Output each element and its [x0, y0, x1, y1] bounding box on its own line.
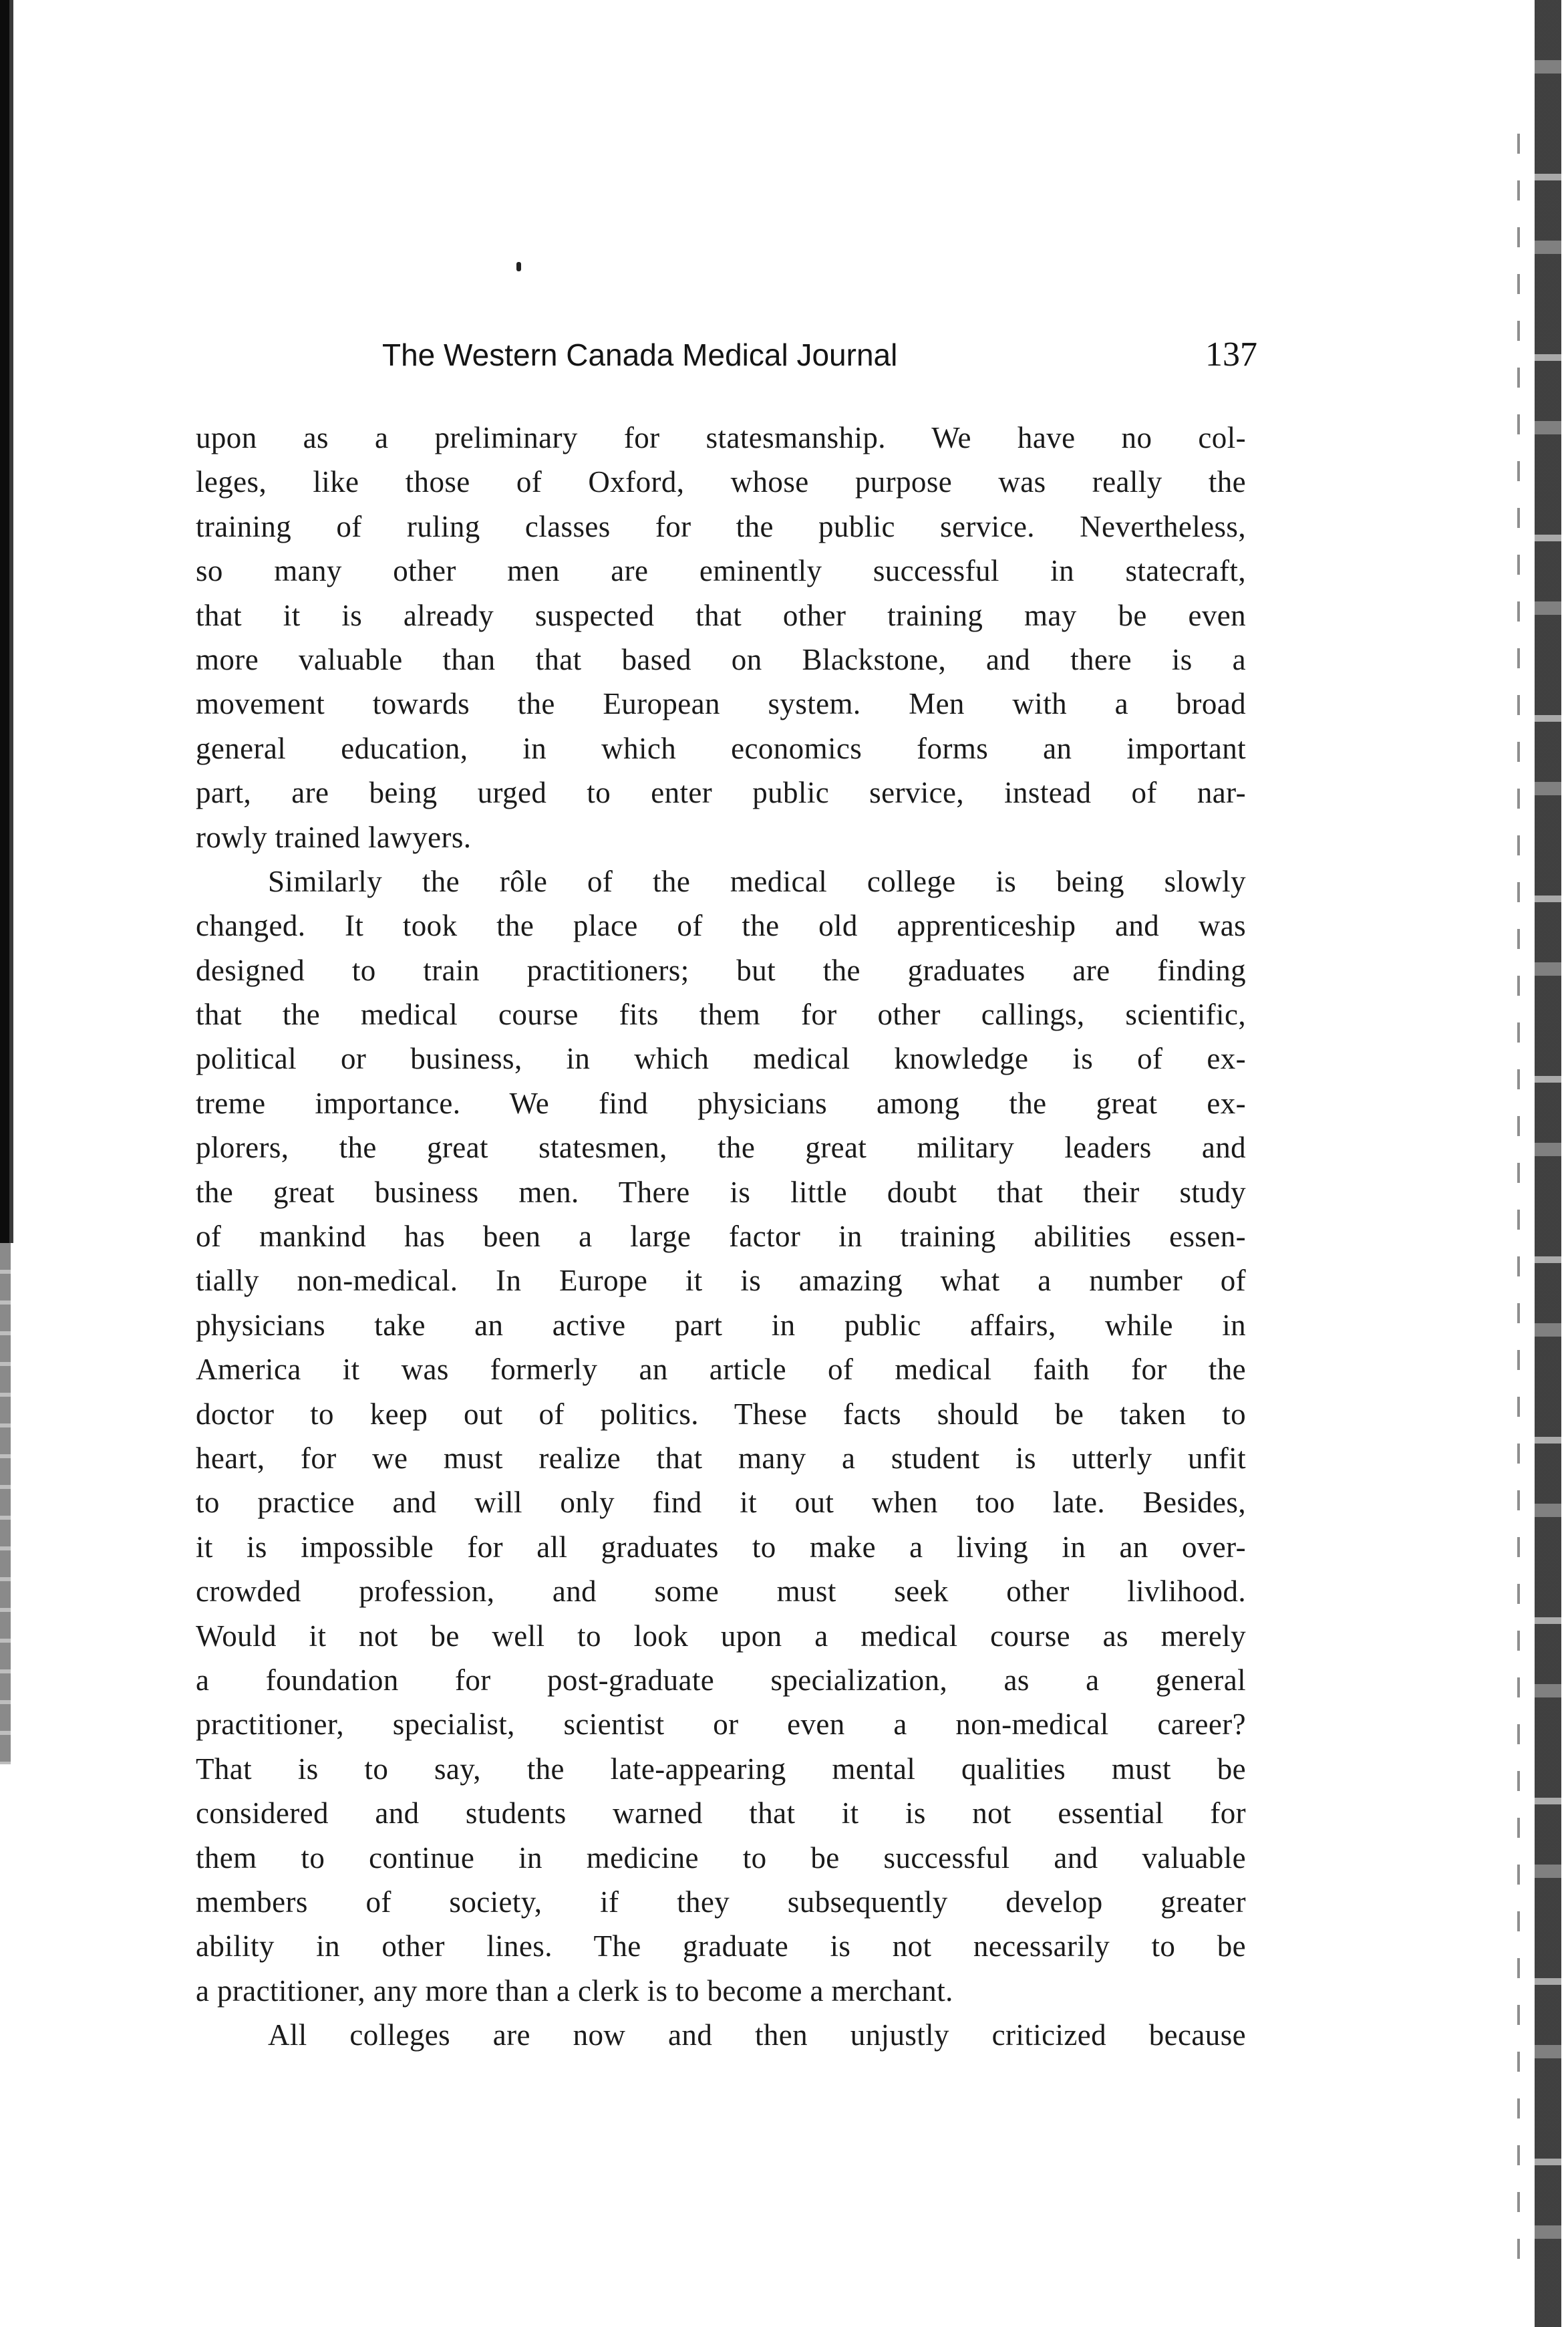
scan-speck: [516, 262, 521, 271]
text-line: practitioner, specialist, scientist or even a non-medical career?: [196, 1707, 1246, 1742]
text-line: movement towards the European system. Men with a broad: [196, 687, 1246, 721]
text-line: That is to say, the late-appearing mental qualities must be: [196, 1752, 1246, 1786]
text-line: considered and students warned that it is not essential for: [196, 1796, 1246, 1830]
text-line: leges, like those of Oxford, whose purpose was really the: [196, 465, 1246, 499]
text-line: so many other men are eminently successful in statecraft,: [196, 554, 1246, 588]
scan-page-edge-right-thin: [1517, 134, 1520, 2272]
scan-binding-edge-left: [0, 0, 20, 1243]
paragraph-2: [196, 859, 1246, 2013]
scan-page-edge-right: [1535, 0, 1561, 2327]
text-line: a foundation for post-graduate specialization, as a general: [196, 1663, 1246, 1697]
text-line: rowly trained lawyers.: [196, 820, 472, 854]
scan-binding-edge-left-lower: [0, 1243, 11, 1764]
text-line: crowded profession, and some must seek other livlihood.: [196, 1575, 1246, 1609]
text-line: them to continue in medicine to be successful and valuable: [196, 1840, 1246, 1875]
text-line: Similarly the rôle of the medical college is being slowly: [268, 864, 1246, 898]
text-line: general education, in which economics forms an important: [196, 731, 1246, 765]
running-head: [382, 331, 1257, 385]
text-line: America it was formerly an article of medical faith for the: [196, 1353, 1246, 1387]
text-line: a practitioner, any more than a clerk is to become a merchant.: [196, 1973, 953, 2008]
text-line: tially non-medical. In Europe it is amazing what a number of: [196, 1264, 1246, 1298]
text-line: changed. It took the place of the old apprenticeship and was: [196, 909, 1246, 943]
text-line: heart, for we must realize that many a student is utterly unfit: [196, 1441, 1246, 1475]
text-line: it is impossible for all graduates to make a living in an over-: [196, 1530, 1246, 1564]
text-line: treme importance. We find physicians among the great ex-: [196, 1086, 1246, 1120]
text-line: of mankind has been a large factor in training abilities essen-: [196, 1220, 1246, 1254]
text-line: designed to train practitioners; but the graduates are finding: [196, 953, 1246, 987]
text-line: upon as a preliminary for statesmanship. We have no col-: [196, 421, 1246, 454]
text-line: plorers, the great statesmen, the great military leaders and: [196, 1131, 1246, 1165]
text-line: political or business, in which medical knowledge is of ex-: [196, 1042, 1246, 1076]
text-line: members of society, if they subsequently develop greater: [196, 1885, 1246, 1919]
text-line: more valuable than that based on Blackstone, and there is a: [196, 642, 1246, 676]
page-number: 137: [1205, 335, 1257, 374]
text-line: to practice and will only find it out when too late. Besides,: [196, 1486, 1246, 1520]
paragraph-1: [196, 416, 1246, 859]
paragraph-3: [196, 2013, 1246, 2057]
text-line: the great business men. There is little doubt that their study: [196, 1175, 1246, 1209]
text-line: part, are being urged to enter public service, instead of nar-: [196, 776, 1246, 810]
text-line: training of ruling classes for the public service. Nevertheless,: [196, 509, 1246, 543]
text-line: doctor to keep out of politics. These facts should be taken to: [196, 1397, 1246, 1431]
text-line: Would it not be well to look upon a medical course as merely: [196, 1619, 1246, 1653]
text-line: physicians take an active part in public affairs, while in: [196, 1308, 1246, 1342]
running-title: The Western Canada Medical Journal: [382, 337, 898, 372]
text-line: that the medical course fits them for other callings, scientific,: [196, 998, 1246, 1032]
text-line: ability in other lines. The graduate is not necessarily to be: [196, 1929, 1246, 1963]
body-text: [196, 416, 1246, 2057]
text-line: that it is already suspected that other training may be even: [196, 598, 1246, 632]
text-line: All colleges are now and then unjustly criticized because: [268, 2018, 1246, 2052]
